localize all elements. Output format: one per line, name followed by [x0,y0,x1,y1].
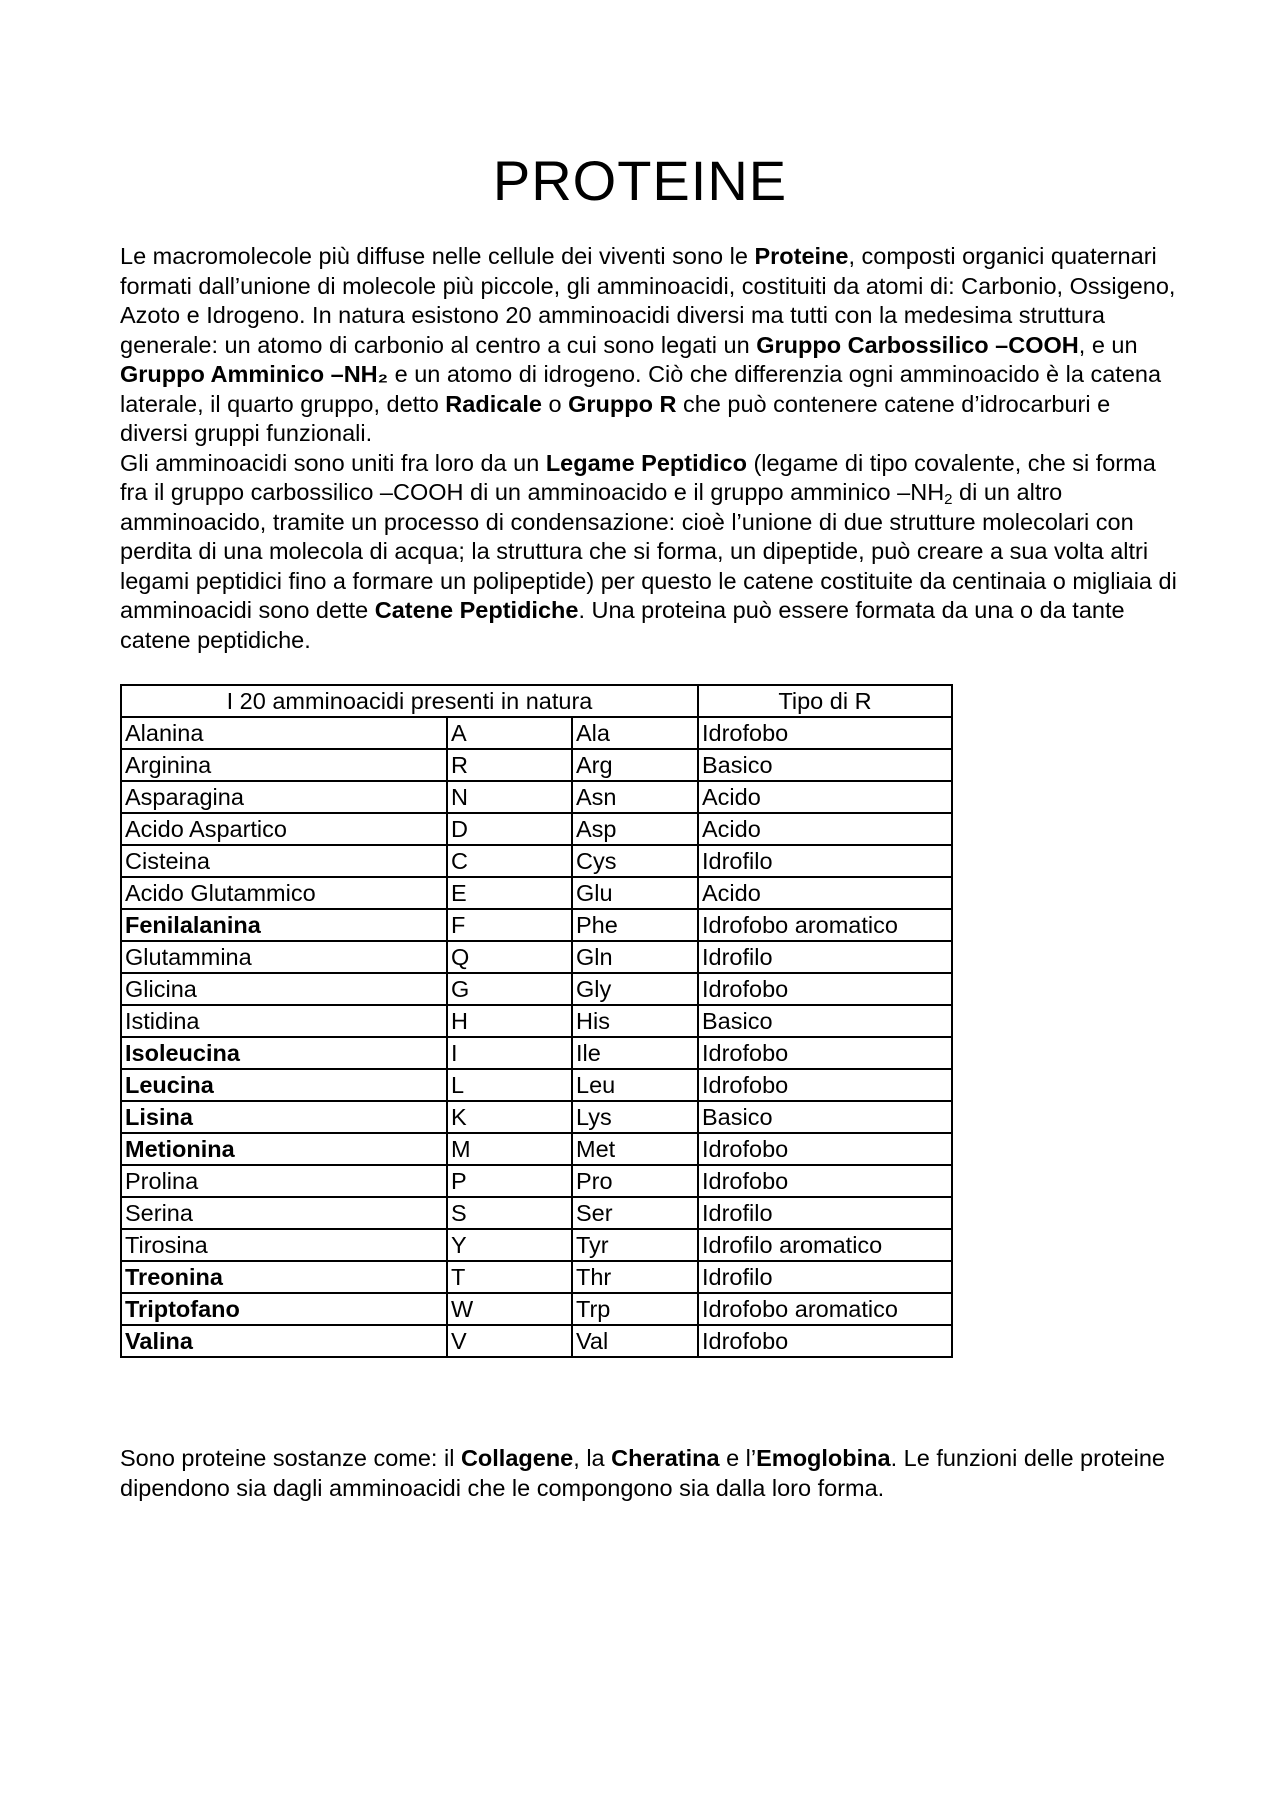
table-row [121,1037,952,1069]
table-header-amino-acids: I 20 amminoacidi presenti in natura [121,685,698,717]
amino-acid-r-type: Idrofobo [698,973,952,1005]
amino-acid-code1: H [447,1005,572,1037]
table-row [121,1101,952,1133]
amino-acid-r-type: Basico [698,1101,952,1133]
closing-paragraph: Sono proteine sostanze come: il Collagene, la Cheratina e l’Emoglobina. Le funzioni delle proteine dipendono sia dagli amminoacidi che le compongono sia dalla loro forma. [120,1445,1165,1501]
amino-acid-code1: Q [447,941,572,973]
amino-acid-code3: Ala [572,717,698,749]
amino-acid-code1: G [447,973,572,1005]
amino-acid-name: Alanina [121,717,447,749]
amino-acid-code1: R [447,749,572,781]
amino-acid-r-type: Idrofobo [698,1133,952,1165]
table-row [121,941,952,973]
amino-acid-name: Fenilalanina [121,909,447,941]
amino-acid-code1: I [447,1037,572,1069]
amino-acid-code3: Arg [572,749,698,781]
table-row [121,973,952,1005]
table-row [121,749,952,781]
amino-acid-name: Acido Glutammico [121,877,447,909]
amino-acid-r-type: Basico [698,1005,952,1037]
amino-acid-name: Glicina [121,973,447,1005]
amino-acid-r-type: Idrofilo [698,1197,952,1229]
amino-acid-code3: Glu [572,877,698,909]
table-row [121,781,952,813]
amino-acid-code3: Pro [572,1165,698,1197]
amino-acid-name: Glutammina [121,941,447,973]
amino-acid-code1: S [447,1197,572,1229]
amino-acid-code1: Y [447,1229,572,1261]
amino-acid-r-type: Idrofilo aromatico [698,1229,952,1261]
amino-acid-r-type: Idrofobo aromatico [698,1293,952,1325]
amino-acid-name: Isoleucina [121,1037,447,1069]
amino-acid-code1: D [447,813,572,845]
amino-acid-name: Prolina [121,1165,447,1197]
amino-acid-code3: Tyr [572,1229,698,1261]
amino-acid-name: Treonina [121,1261,447,1293]
amino-acid-code3: Asp [572,813,698,845]
amino-acid-code1: F [447,909,572,941]
table-header-type: Tipo di R [698,685,952,717]
table-row [121,877,952,909]
amino-acid-code1: E [447,877,572,909]
amino-acid-code1: T [447,1261,572,1293]
table-row [121,1197,952,1229]
amino-acid-code1: L [447,1069,572,1101]
amino-acid-code3: Trp [572,1293,698,1325]
amino-acid-code1: W [447,1293,572,1325]
peptide-text: Gli amminoacidi sono uniti fra loro da un Legame Peptidico (legame di tipo covalente, che si forma fra il gruppo carbossilico –COOH di un amminoacido e il gruppo amminico $-NH_2$ di un altro amminoacido, tramite un processo di condensazione: cioè l’unione di due strutture molecolari con perdita di una molecola di acqua; la struttura che si forma, un dipeptide, può creare a sua volta altri legami peptidici fino a formare un polipeptide) per questo le catene costituite da centinaia o migliaia di amminoacidi sono dette Catene Peptidiche. Una proteina può essere formata da una o da tante catene peptidiche. [120,449,1177,653]
amino-acid-r-type: Idrofilo [698,941,952,973]
amino-acid-code3: His [572,1005,698,1037]
table-row [121,1133,952,1165]
amino-acid-name: Asparagina [121,781,447,813]
intro-paragraph: Le macromolecole più diffuse nelle cellule dei viventi sono le Proteine, composti organici quaternari formati dall’unione di molecole più piccole, gli amminoacidi, costituiti da atomi di: Carbonio, Ossigeno, Azoto e Idrogeno. In natura esistono 20 amminoacidi diversi ma tutti con la medesima struttura generale: un atomo di carbonio al centro a cui sono legati un Gruppo Carbossilico –COOH, e un Gruppo Amminico –NH₂ e un atomo di idrogeno. Ciò che differenzia ogni amminoacido è la catena laterale, il quarto gruppo, detto Radicale o Gruppo R che può contenere catene d’idrocarburi e diversi gruppi funzionali. Gli amminoacidi sono uniti fra loro da un Legame Peptidico (legame di tipo covalente, che si forma fra il gruppo carbossilico –COOH di un amminoacido e il gruppo amminico $-NH_2$ di un altro amminoacido, tramite un processo di condensazione: cioè l’unione di due strutture molecolari con perdita di una molecola di acqua; la struttura che si forma, un dipeptide, può creare a sua volta altri legami peptidici fino a formare un polipeptide) per questo le catene costituite da centinaia o migliaia di amminoacidi sono dette Catene Peptidiche. Una proteina può essere formata da una o da tante catene peptidiche. [120,243,1177,653]
amino-acid-name: Acido Aspartico [121,813,447,845]
table-row [121,1069,952,1101]
amino-acid-code3: Val [572,1325,698,1357]
amino-acid-r-type: Acido [698,877,952,909]
amino-acid-r-type: Idrofobo [698,1069,952,1101]
amino-acid-name: Triptofano [121,1293,447,1325]
page-title: PROTEINE [492,149,788,212]
table-header-row [121,685,952,717]
amino-acid-r-type: Idrofilo [698,845,952,877]
amino-acid-code1: A [447,717,572,749]
amino-acid-code3: Met [572,1133,698,1165]
amino-acid-name: Serina [121,1197,447,1229]
amino-acid-name: Valina [121,1325,447,1357]
amino-acid-code1: V [447,1325,572,1357]
table-row [121,1005,952,1037]
table-row [121,813,952,845]
amino-acid-r-type: Acido [698,781,952,813]
table-row [121,1261,952,1293]
amino-acid-code3: Thr [572,1261,698,1293]
amino-acid-code1: P [447,1165,572,1197]
amino-acid-name: Cisteina [121,845,447,877]
amino-acid-r-type: Idrofobo [698,1037,952,1069]
amino-acid-name: Tirosina [121,1229,447,1261]
amino-acid-name: Lisina [121,1101,447,1133]
amino-acid-code3: Phe [572,909,698,941]
amino-acid-code3: Leu [572,1069,698,1101]
amino-acid-code3: Gln [572,941,698,973]
table-row [121,1229,952,1261]
table-row [121,1293,952,1325]
amino-acid-code3: Gly [572,973,698,1005]
amino-acid-code3: Ser [572,1197,698,1229]
amino-acid-table [120,684,953,1358]
amino-acid-name: Metionina [121,1133,447,1165]
amino-acid-code1: N [447,781,572,813]
amino-acid-r-type: Idrofobo [698,1325,952,1357]
table-row [121,909,952,941]
table-row [121,1325,952,1357]
amino-acid-code1: K [447,1101,572,1133]
amino-acid-r-type: Idrofobo [698,717,952,749]
amino-acid-name: Arginina [121,749,447,781]
amino-acid-code3: Lys [572,1101,698,1133]
amino-acid-r-type: Idrofobo aromatico [698,909,952,941]
amino-acid-code3: Cys [572,845,698,877]
amino-acid-r-type: Basico [698,749,952,781]
table-row [121,1165,952,1197]
amino-acid-code3: Ile [572,1037,698,1069]
amino-acid-r-type: Idrofilo [698,1261,952,1293]
amino-acid-code1: C [447,845,572,877]
amino-acid-name: Leucina [121,1069,447,1101]
amino-acid-r-type: Idrofobo [698,1165,952,1197]
amino-acid-r-type: Acido [698,813,952,845]
amino-acid-code3: Asn [572,781,698,813]
table-row [121,717,952,749]
amino-acid-code1: M [447,1133,572,1165]
table-row [121,845,952,877]
amino-acid-name: Istidina [121,1005,447,1037]
